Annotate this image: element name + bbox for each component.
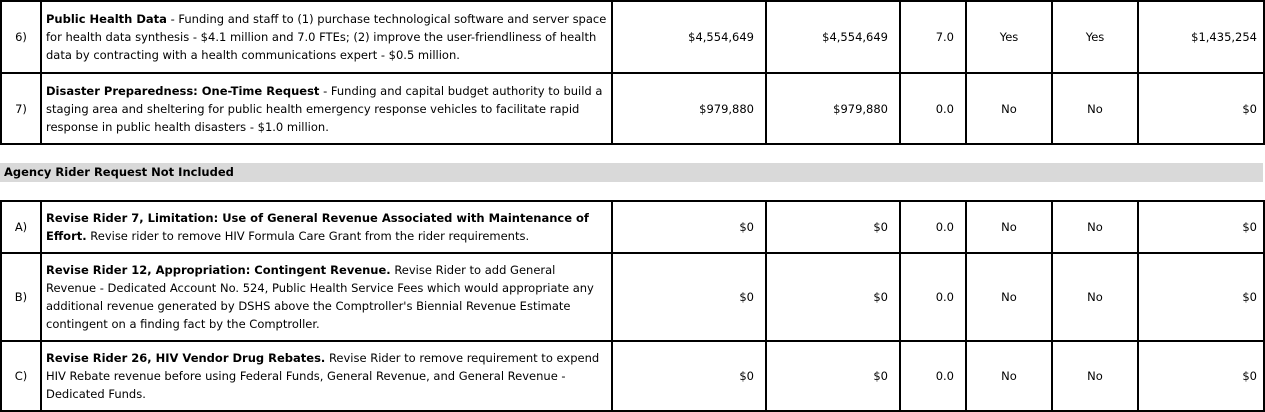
- item-number: 6): [1, 1, 41, 73]
- item-number: A): [1, 201, 41, 253]
- item-title: Disaster Preparedness: One-Time Request: [46, 83, 320, 98]
- item-text: Revise rider to remove HIV Formula Care Grant from the rider requirements.: [86, 229, 530, 243]
- table-row: [1, 73, 1264, 144]
- amount-cell: $0: [612, 201, 766, 253]
- yes-no-cell: Yes: [966, 1, 1052, 73]
- item-description: [41, 253, 612, 341]
- amount-cell: $0: [612, 341, 766, 411]
- item-text: - Funding and capital budget authority to build a staging area and sheltering for public health emergency response vehicles to facilitate rapid response in public health disasters - $1.0 million.: [46, 83, 603, 134]
- item-description: [41, 201, 612, 253]
- yes-no-cell: No: [966, 73, 1052, 144]
- amount-cell: $4,554,649: [612, 1, 766, 73]
- table-row: [1, 253, 1264, 341]
- item-text: Revise Rider to add General Revenue - Dedicated Account No. 524, Public Health Service Fees which would appropriate any additional revenue generated by DSHS above the Comptroller's Biennial Revenue Estimate contingent on a finding fact by the Comptroller.: [46, 263, 594, 331]
- amount-cell: $0: [1138, 253, 1264, 341]
- top-items-table: [0, 0, 1265, 145]
- item-number: C): [1, 341, 41, 411]
- section-header: Agency Rider Request Not Included: [0, 163, 1263, 182]
- amount-cell: $0: [766, 341, 900, 411]
- item-number: B): [1, 253, 41, 341]
- amount-cell: $0: [1138, 341, 1264, 411]
- amount-cell: $0: [766, 253, 900, 341]
- fte-cell: 0.0: [900, 253, 966, 341]
- amount-cell: $4,554,649: [766, 1, 900, 73]
- item-description: [41, 1, 612, 73]
- amount-cell: $979,880: [766, 73, 900, 144]
- item-title: Revise Rider 26, HIV Vendor Drug Rebates.: [46, 351, 326, 365]
- table-row: [1, 201, 1264, 253]
- fte-cell: 0.0: [900, 73, 966, 144]
- yes-no-cell: No: [966, 341, 1052, 411]
- yes-no-cell: No: [966, 253, 1052, 341]
- fte-cell: 0.0: [900, 201, 966, 253]
- yes-no-cell: No: [1052, 341, 1138, 411]
- item-title: Revise Rider 12, Appropriation: Contingent Revenue.: [46, 263, 391, 277]
- item-title: Revise Rider 7, Limitation: Use of General Revenue Associated with Maintenance of Effort.: [46, 211, 589, 243]
- yes-no-cell: No: [966, 201, 1052, 253]
- amount-cell: $0: [612, 253, 766, 341]
- rider-requests-table: [0, 200, 1265, 412]
- yes-no-cell: No: [1052, 73, 1138, 144]
- item-text: - Funding and staff to (1) purchase technological software and server space for health data synthesis - $4.1 million and 7.0 FTEs; (2) improve the user-friendliness of health data by contracting with a health communications expert - $0.5 million.: [46, 12, 607, 62]
- yes-no-cell: No: [1052, 253, 1138, 341]
- table-row: [1, 1, 1264, 73]
- amount-cell: $979,880: [612, 73, 766, 144]
- yes-no-cell: No: [1052, 201, 1138, 253]
- amount-cell: $0: [766, 201, 900, 253]
- amount-cell: $1,435,254: [1138, 1, 1264, 73]
- item-description: [41, 73, 612, 144]
- yes-no-cell: Yes: [1052, 1, 1138, 73]
- table-row: [1, 341, 1264, 411]
- item-number: 7): [1, 73, 41, 144]
- item-title: Public Health Data: [46, 12, 167, 26]
- item-text: Revise Rider to remove requirement to expend HIV Rebate revenue before using Federal Funds, General Revenue, and General Revenue - Dedicated Funds.: [46, 351, 600, 401]
- fte-cell: 0.0: [900, 341, 966, 411]
- amount-cell: $0: [1138, 201, 1264, 253]
- item-description: [41, 341, 612, 411]
- amount-cell: $0: [1138, 73, 1264, 144]
- fte-cell: 7.0: [900, 1, 966, 73]
